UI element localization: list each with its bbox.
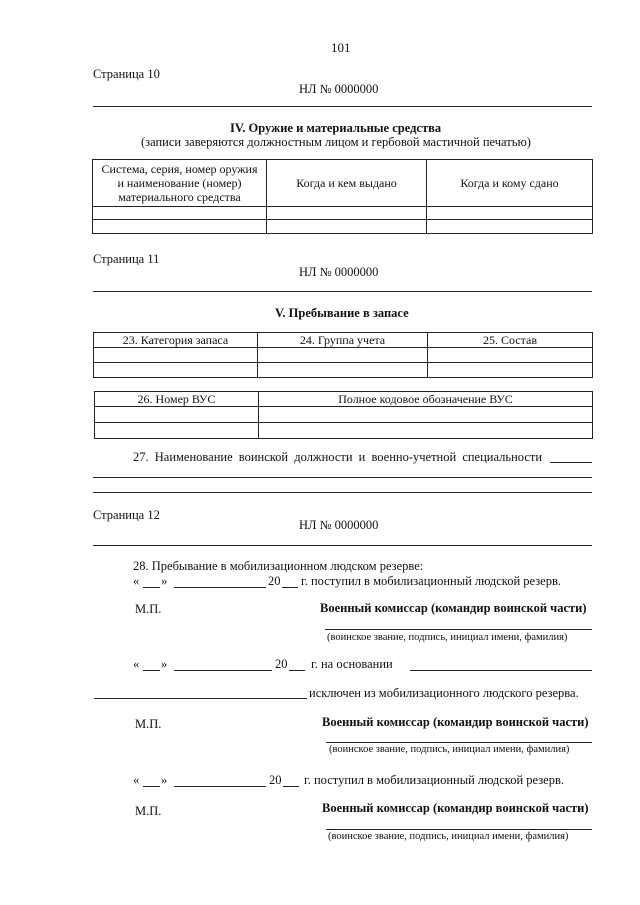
quote-open: « bbox=[133, 773, 140, 787]
reserve-col-composition: 25. Состав bbox=[428, 333, 593, 348]
reserve-col-group: 24. Группа учета bbox=[258, 333, 428, 348]
field-27-label: 27. Наименование воинской должности и военно-учетной специальности bbox=[133, 450, 543, 464]
page-number: 101 bbox=[331, 40, 351, 55]
divider bbox=[93, 106, 592, 107]
divider bbox=[93, 545, 592, 546]
table-cell[interactable] bbox=[428, 348, 593, 363]
quote-close: » bbox=[161, 657, 168, 671]
table-cell[interactable] bbox=[259, 407, 593, 423]
signature-line[interactable] bbox=[326, 829, 592, 830]
field-27-line[interactable] bbox=[93, 492, 592, 493]
signature-hint: (воинское звание, подпись, инициал имени, фамилия) bbox=[327, 632, 568, 643]
table-cell[interactable] bbox=[427, 220, 593, 234]
excluded-text: исключен из мобилизационного людского резерва. bbox=[309, 686, 579, 700]
page-label-10: Страница 10 bbox=[93, 67, 160, 81]
month-line[interactable] bbox=[174, 587, 266, 588]
year-line[interactable] bbox=[282, 587, 298, 588]
stamp-place: М.П. bbox=[135, 804, 162, 818]
table-cell[interactable] bbox=[94, 363, 258, 378]
weapons-table bbox=[92, 159, 593, 234]
basis-line[interactable] bbox=[410, 670, 592, 671]
table-cell[interactable] bbox=[93, 220, 267, 234]
item-28-label: 28. Пребывание в мобилизационном людском резерве: bbox=[133, 559, 424, 573]
divider bbox=[93, 291, 592, 292]
day-line[interactable] bbox=[143, 786, 160, 787]
quote-close: » bbox=[161, 773, 168, 787]
vus-col-number: 26. Номер ВУС bbox=[95, 392, 259, 407]
vus-table bbox=[94, 391, 593, 439]
section-subtitle-weapons: (записи заверяются должностным лицом и гербовой мастичной печатью) bbox=[141, 135, 531, 149]
field-27-line[interactable] bbox=[550, 462, 592, 463]
quote-open: « bbox=[133, 574, 140, 588]
nl-number-10: НЛ № 0000000 bbox=[299, 82, 379, 96]
table-cell[interactable] bbox=[93, 207, 267, 220]
section-title-reserve: V. Пребывание в запасе bbox=[275, 306, 409, 320]
table-cell[interactable] bbox=[258, 363, 428, 378]
nl-number-11: НЛ № 0000000 bbox=[299, 265, 379, 279]
stamp-place: М.П. bbox=[135, 602, 162, 616]
weapons-col-returned: Когда и кому сдано bbox=[427, 160, 593, 207]
year-prefix: 20 bbox=[275, 657, 288, 671]
stamp-place: М.П. bbox=[135, 717, 162, 731]
table-cell[interactable] bbox=[427, 207, 593, 220]
weapons-col-issued: Когда и кем выдано bbox=[267, 160, 427, 207]
entered-text: г. поступил в мобилизационный людской резерв. bbox=[304, 773, 564, 787]
table-cell[interactable] bbox=[258, 348, 428, 363]
vus-col-code: Полное кодовое обозначение ВУС bbox=[259, 392, 593, 407]
table-cell[interactable] bbox=[259, 423, 593, 439]
year-line[interactable] bbox=[289, 670, 305, 671]
table-cell[interactable] bbox=[95, 423, 259, 439]
month-line[interactable] bbox=[174, 786, 266, 787]
reserve-col-category: 23. Категория запаса bbox=[94, 333, 258, 348]
nl-number-12: НЛ № 0000000 bbox=[299, 518, 379, 532]
section-title-weapons: IV. Оружие и материальные средства bbox=[230, 121, 442, 135]
weapons-col-system: Система, серия, номер оружия и наименование (номер) материального средства bbox=[93, 160, 267, 207]
signature-line[interactable] bbox=[325, 629, 592, 630]
basis-text: г. на основании bbox=[311, 657, 393, 671]
year-prefix: 20 bbox=[268, 574, 281, 588]
table-cell[interactable] bbox=[95, 407, 259, 423]
quote-open: « bbox=[133, 657, 140, 671]
commissar-title: Военный комиссар (командир воинской части) bbox=[322, 801, 589, 815]
basis-line[interactable] bbox=[94, 698, 307, 699]
day-line[interactable] bbox=[143, 587, 160, 588]
quote-close: » bbox=[161, 574, 168, 588]
page-label-12: Страница 12 bbox=[93, 508, 160, 522]
day-line[interactable] bbox=[143, 670, 160, 671]
signature-hint: (воинское звание, подпись, инициал имени, фамилия) bbox=[328, 831, 569, 842]
signature-hint: (воинское звание, подпись, инициал имени, фамилия) bbox=[329, 744, 570, 755]
table-cell[interactable] bbox=[428, 363, 593, 378]
signature-line[interactable] bbox=[326, 742, 592, 743]
year-prefix: 20 bbox=[269, 773, 282, 787]
reserve-table bbox=[93, 332, 593, 378]
table-cell[interactable] bbox=[267, 220, 427, 234]
table-cell[interactable] bbox=[94, 348, 258, 363]
table-cell[interactable] bbox=[267, 207, 427, 220]
year-line[interactable] bbox=[283, 786, 299, 787]
field-27-line[interactable] bbox=[93, 477, 592, 478]
commissar-title: Военный комиссар (командир воинской части) bbox=[320, 601, 587, 615]
entered-text: г. поступил в мобилизационный людской резерв. bbox=[301, 574, 561, 588]
month-line[interactable] bbox=[174, 670, 272, 671]
commissar-title: Военный комиссар (командир воинской части) bbox=[322, 715, 589, 729]
page-label-11: Страница 11 bbox=[93, 252, 160, 266]
